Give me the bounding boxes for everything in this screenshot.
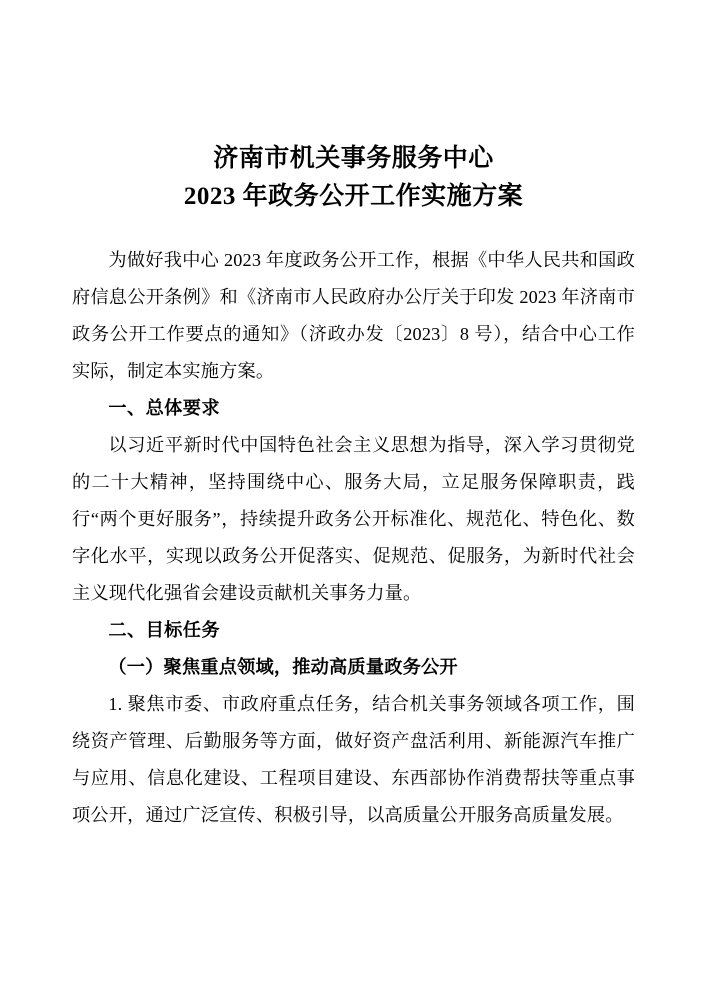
paragraph-item-1: 1. 聚焦市委、市政府重点任务，结合机关事务领域各项工作，围绕资产管理、后勤服务等方面，做好资产盘活利用、新能源汽车推广与应用、信息化建设、工程项目建设、东西部协作消费帮扶等重点事项公开，通过广泛宣传、积极引导，以高质量公开服务高质量发展。	[72, 694, 635, 825]
document-body	[72, 242, 635, 834]
page-title	[72, 140, 635, 216]
subsection-heading-1: （一）聚焦重点领域，推动高质量政务公开	[108, 657, 458, 677]
section-heading-2: 二、目标任务	[108, 620, 220, 640]
paragraph-intro: 为做好我中心 2023 年度政务公开工作，根据《中华人民共和国政府信息公开条例》和《济南市人民政府办公厅关于印发 2023 年济南市政务公开工作要点的通知》（济政办发〔2023〕8 号），结合中心工作实际，制定本实施方案。	[72, 250, 635, 381]
page-title-line-2: 2023 年政务公开工作实施方案	[183, 183, 524, 210]
paragraph-general-requirements: 以习近平新时代中国特色社会主义思想为指导，深入学习贯彻党的二十大精神，坚持围绕中心、服务大局，立足服务保障职责，践行“两个更好服务”，持续提升政务公开标准化、规范化、特色化、数字化水平，实现以政务公开促落实、促规范、促服务，为新时代社会主义现代化强省会建设贡献机关事务力量。	[72, 435, 635, 603]
section-heading-1: 一、总体要求	[108, 398, 220, 418]
page-title-line-1: 济南市机关事务服务中心	[213, 145, 494, 172]
